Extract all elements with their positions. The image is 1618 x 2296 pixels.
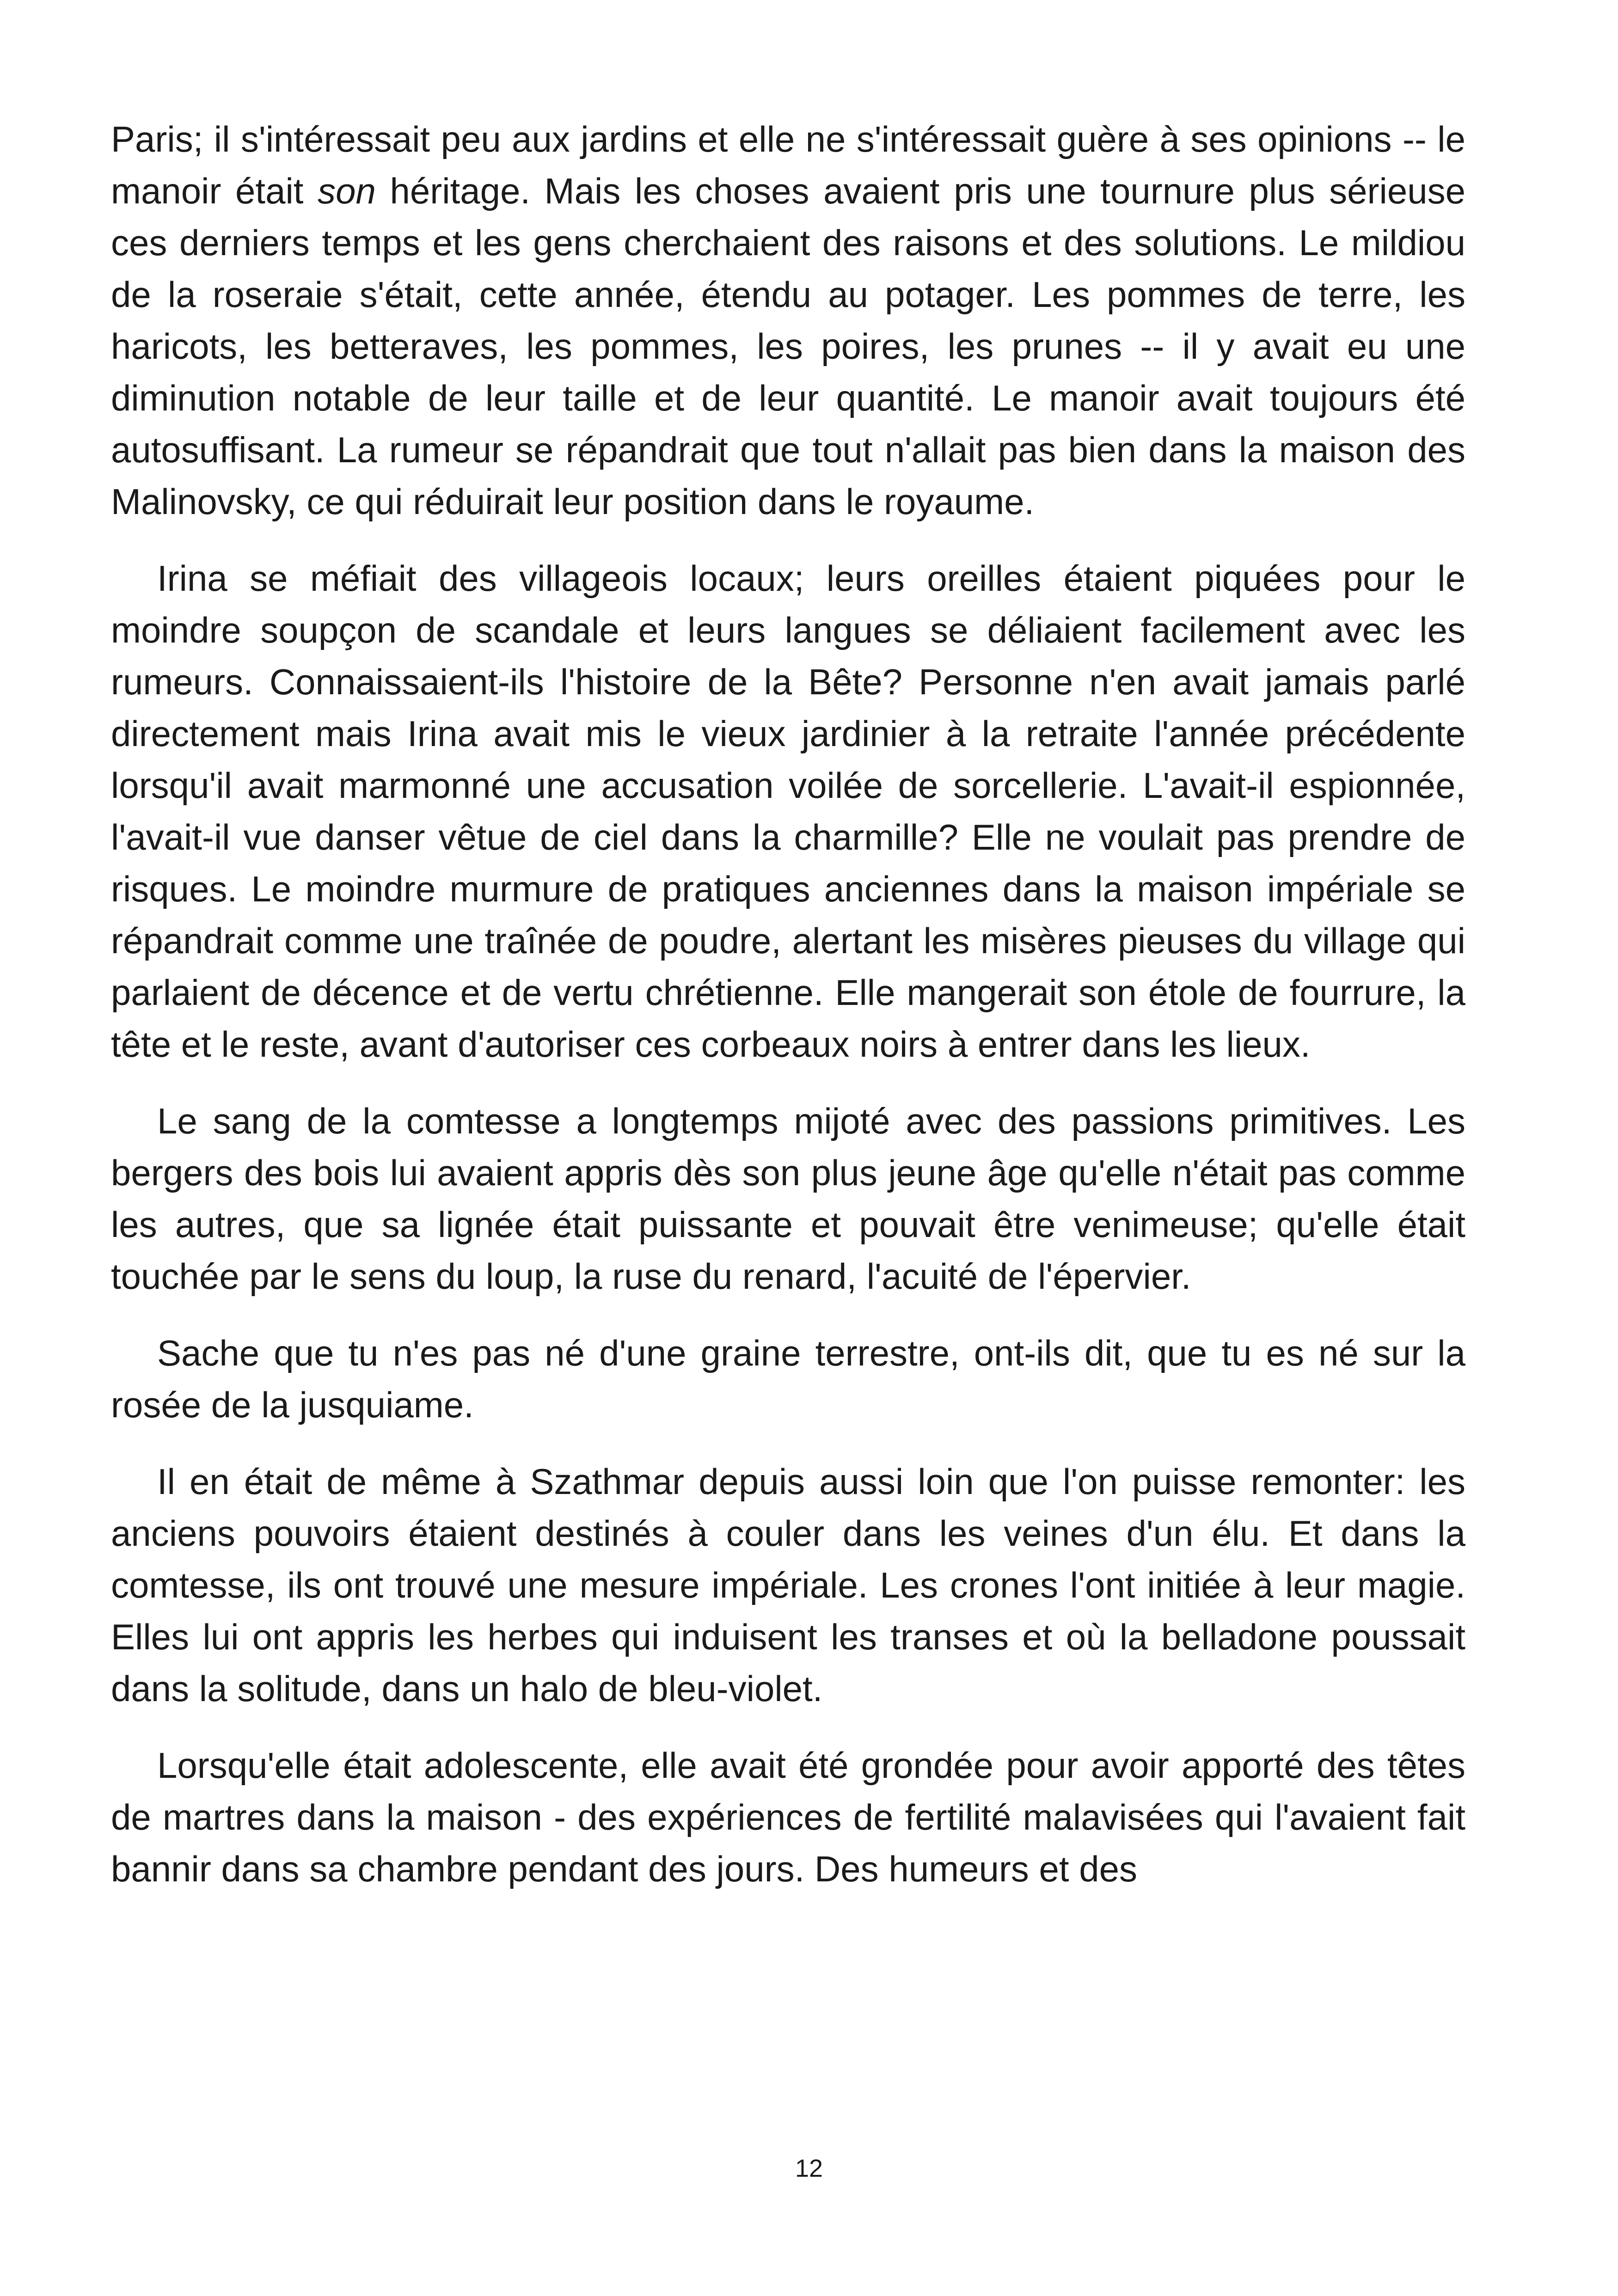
page-number: 12 (795, 2155, 823, 2182)
paragraph-1-end: héritage. Mais les choses avaient pris une tournure plus sérieuse ces derniers temps et les gens cherchaient des raisons et des solutions. Le mildiou de la roseraie s'était, cette année, étendu au potager. Les pommes de terre, les haricots, les betteraves, les pommes, les poires, les prunes -- il y avait eu une diminution notable de leur taille et de leur quantité. Le manoir avait toujours été autosuffisant. La rumeur se répandrait que tout n'allait pas bien dans la maison des Malinovsky, ce qui réduirait leur position dans le royaume. (111, 171, 1465, 522)
paragraph-1 (111, 113, 1465, 527)
emphasized-word: son (318, 171, 376, 211)
body-text (111, 113, 1465, 1895)
paragraph-6: Lorsqu'elle était adolescente, elle avait été grondée pour avoir apporté des têtes de martres dans la maison - des expériences de fertilité malavisées qui l'avaient fait bannir dans sa chambre pendant des jours. Des humeurs et des (111, 1745, 1465, 1889)
paragraph-1-start: Paris; il s'intéressait peu aux jardins et elle ne s'intéressait guère à ses opinions -- le manoir était (111, 119, 1465, 211)
paragraph-3: Le sang de la comtesse a longtemps mijoté avec des passions primitives. Les bergers des bois lui avaient appris dès son plus jeune âge qu'elle n'était pas comme les autres, que sa lignée était puissante et pouvait être venimeuse; qu'elle était touchée par le sens du loup, la ruse du renard, l'acuité de l'épervier. (111, 1101, 1465, 1297)
paragraph-2: Irina se méfiait des villageois locaux; leurs oreilles étaient piquées pour le moindre soupçon de scandale et leurs langues se déliaient facilement avec les rumeurs. Connaissaient-ils l'histoire de la Bête? Personne n'en avait jamais parlé directement mais Irina avait mis le vieux jardinier à la retraite l'année précédente lorsqu'il avait marmonné une accusation voilée de sorcellerie. L'avait-il espionnée, l'avait-il vue danser vêtue de ciel dans la charmille? Elle ne voulait pas prendre de risques. Le moindre murmure de pratiques anciennes dans la maison impériale se répandrait comme une traînée de poudre, alertant les misères pieuses du village qui parlaient de décence et de vertu chrétienne. Elle mangerait son étole de fourrure, la tête et le reste, avant d'autoriser ces corbeaux noirs à entrer dans les lieux. (111, 558, 1465, 1065)
paragraph-5: Il en était de même à Szathmar depuis aussi loin que l'on puisse remonter: les anciens pouvoirs étaient destinés à couler dans les veines d'un élu. Et dans la comtesse, ils ont trouvé une mesure impériale. Les crones l'ont initiée à leur magie. Elles lui ont appris les herbes qui induisent les transes et où la belladone poussait dans la solitude, dans un halo de bleu-violet. (111, 1461, 1465, 1709)
paragraph-4: Sache que tu n'es pas né d'une graine terrestre, ont-ils dit, que tu es né sur la rosée de la jusquiame. (111, 1333, 1465, 1425)
